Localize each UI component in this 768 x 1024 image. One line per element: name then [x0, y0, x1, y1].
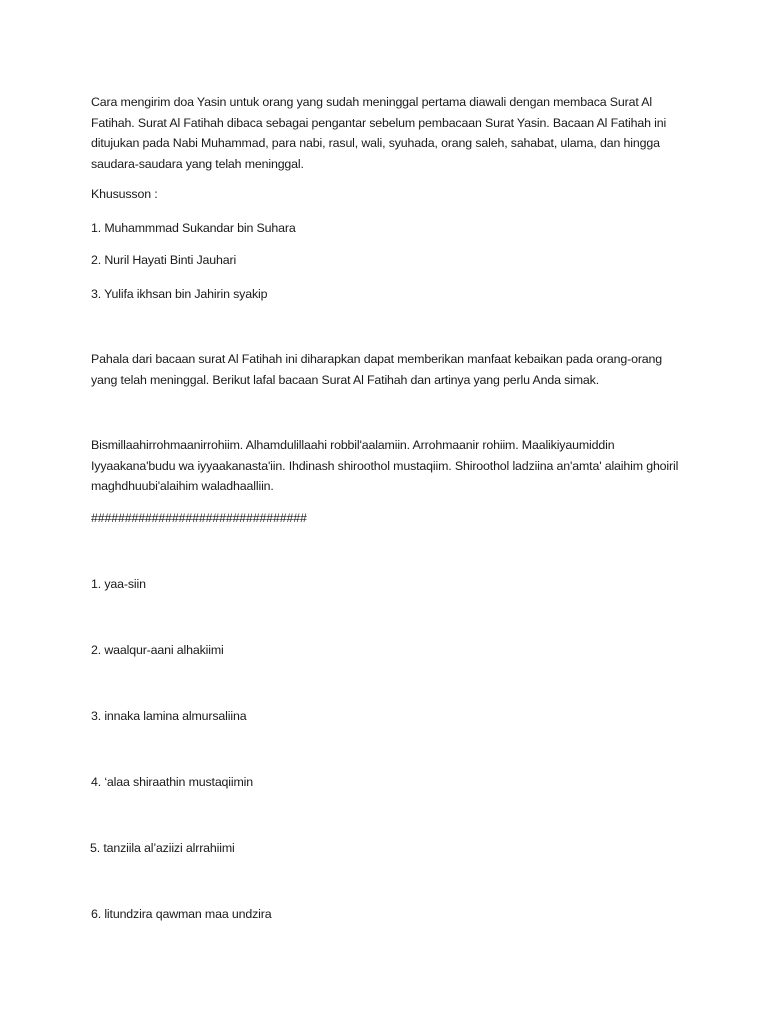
name-item-2: 2. Nuril Hayati Binti Jauhari: [91, 253, 237, 267]
yasin-verse-4: 4. ‘alaa shiraathin mustaqiimin: [91, 775, 254, 789]
name-item-1: 1. Muhammmad Sukandar bin Suhara: [91, 221, 296, 235]
intro-paragraph: Cara mengirim doa Yasin untuk orang yang sudah meninggal pertama diawali dengan membaca Surat Al Fatihah. Surat Al Fatihah dibaca sebagai pengantar sebelum pembacaan Surat Yasin. Bacaan Al Fatihah ini ditujukan pada Nabi Muhammad, para nabi, rasul, wali, syuhada, orang saleh, sahabat, ulama, dan hingga saudara-saudara yang telah meninggal.: [91, 95, 667, 171]
fatihah-paragraph: Bismillaahirrohmaanirrohiim. Alhamdulillaahi robbil'aalamiin. Arrohmaanir rohiim. Maalikiyaumiddin Iyyaakana'budu wa iyyaakanasta'iin. Ihdinash shiroothol mustaqiim. Shiroothol ladziina an'amta' alaihim ghoiril maghdhuubi'alaihim waladhaalliin.: [91, 438, 679, 493]
name-item-3: 3. Yulifa ikhsan bin Jahirin syakip: [91, 287, 268, 301]
yasin-verse-1: 1. yaa-siin: [91, 577, 146, 591]
yasin-verse-6: 6. litundzira qawman maa undzira: [91, 907, 272, 921]
khusus-label: Khususson :: [91, 187, 158, 201]
yasin-verse-5: 5. tanziila al’aziizi alrrahiimi: [90, 841, 235, 855]
yasin-verse-3: 3. innaka lamina almursaliina: [91, 709, 247, 723]
pahala-paragraph: Pahala dari bacaan surat Al Fatihah ini diharapkan dapat memberikan manfaat kebaikan pada orang-orang yang telah meninggal. Berikut lafal bacaan Surat Al Fatihah dan artinya yang perlu Anda simak.: [91, 352, 663, 387]
yasin-verse-2: 2. waalqur-aani alhakiimi: [91, 643, 224, 657]
separator-line: ################################: [91, 511, 307, 525]
